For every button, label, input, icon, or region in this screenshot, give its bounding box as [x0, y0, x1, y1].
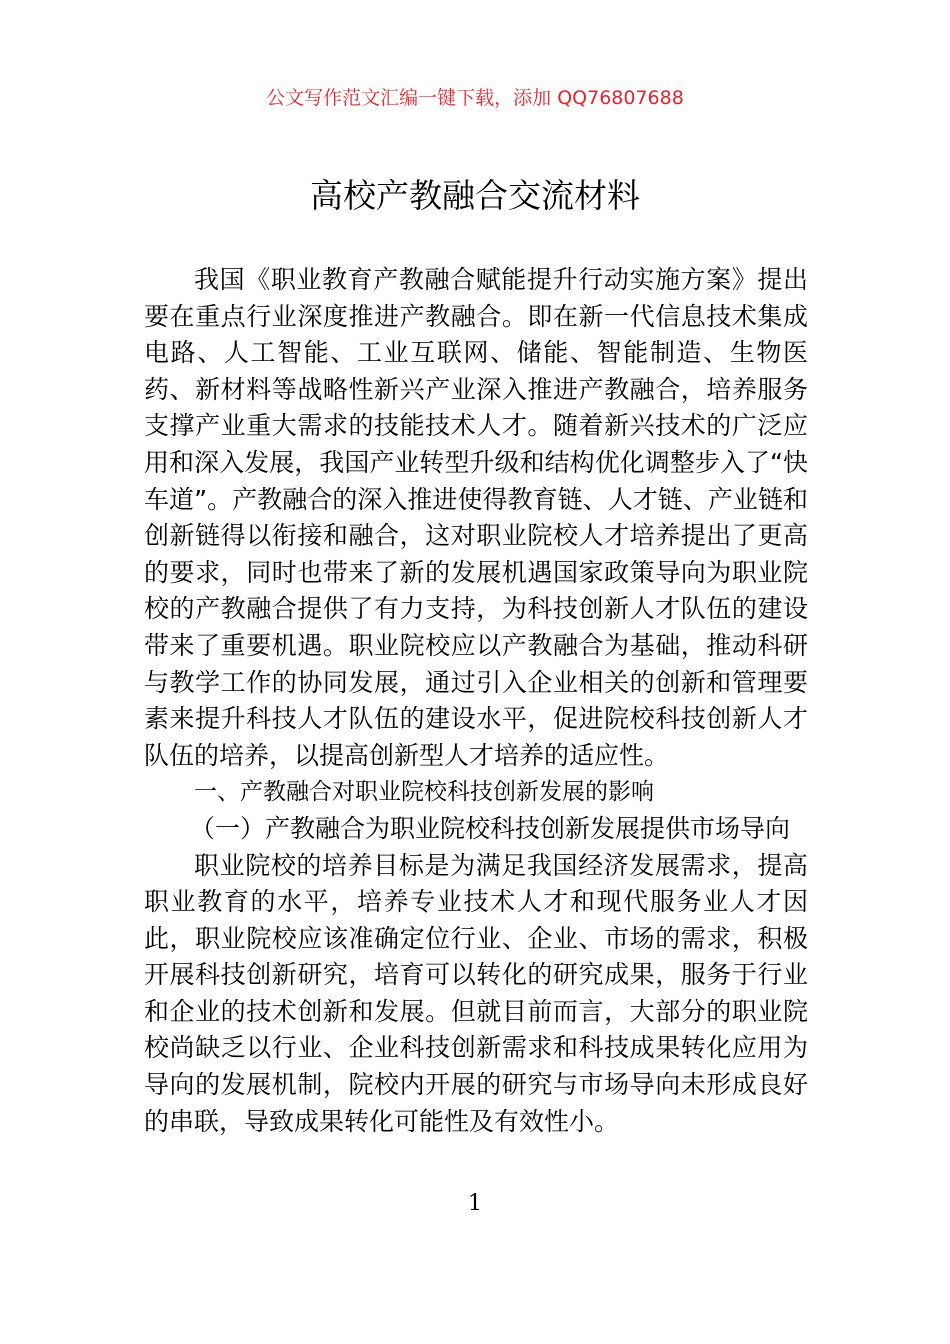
intro-paragraph: 我国《职业教育产教融合赋能提升行动实施方案》提出要在重点行业深度推进产教融合。即在新一代信息技术集成电路、人工智能、工业互联网、储能、智能制造、生物医药、新材料等战略性新兴产业深入推进产教融合，培养服务支撑产业重大需求的技能技术人才。随着新兴技术的广泛应用和深入发展，我国产业转型升级和结构优化调整步入了“快车道”。产教融合的深入推进使得教育链、人才链、产业链和创新链得以衔接和融合，这对职业院校人才培养提出了更高的要求，同时也带来了新的发展机遇国家政策导向为职业院校的产教融合提供了有力支持，为科技创新人才队伍的建设带来了重要机遇。职业院校应以产教融合为基础，推动科研与教学工作的协同发展，通过引入企业相关的创新和管理要素来提升科技人才队伍的建设水平，促进院校科技创新人才队伍的培养，以提高创新型人才培养的适应性。 [144, 265, 808, 770]
page-number: 1 [468, 1191, 482, 1216]
subsection-heading: （一）产教融合为职业院校科技创新发展提供市场导向 [190, 813, 791, 843]
download-notice: 公文写作范文汇编一键下载，添加 QQ76807688 [266, 87, 684, 109]
section-heading: 一、产教融合对职业院校科技创新发展的影响 [194, 779, 654, 806]
document-body [144, 262, 808, 1140]
body-paragraph: 职业院校的培养目标是为满足我国经济发展需求，提高职业教育的水平，培养专业技术人才和现代服务业人才因此，职业院校应该准确定位行业、企业、市场的需求，积极开展科技创新研究，培育可以转化的研究成果，服务于行业和企业的技术创新和发展。但就目前而言，大部分的职业院校尚缺乏以行业、企业科技创新需求和科技成果转化应用为导向的发展机制，院校内开展的研究与市场导向未形成良好的串联，导致成果转化可能性及有效性小。 [144, 850, 808, 1136]
document-title: 高校产教融合交流材料 [310, 176, 640, 215]
